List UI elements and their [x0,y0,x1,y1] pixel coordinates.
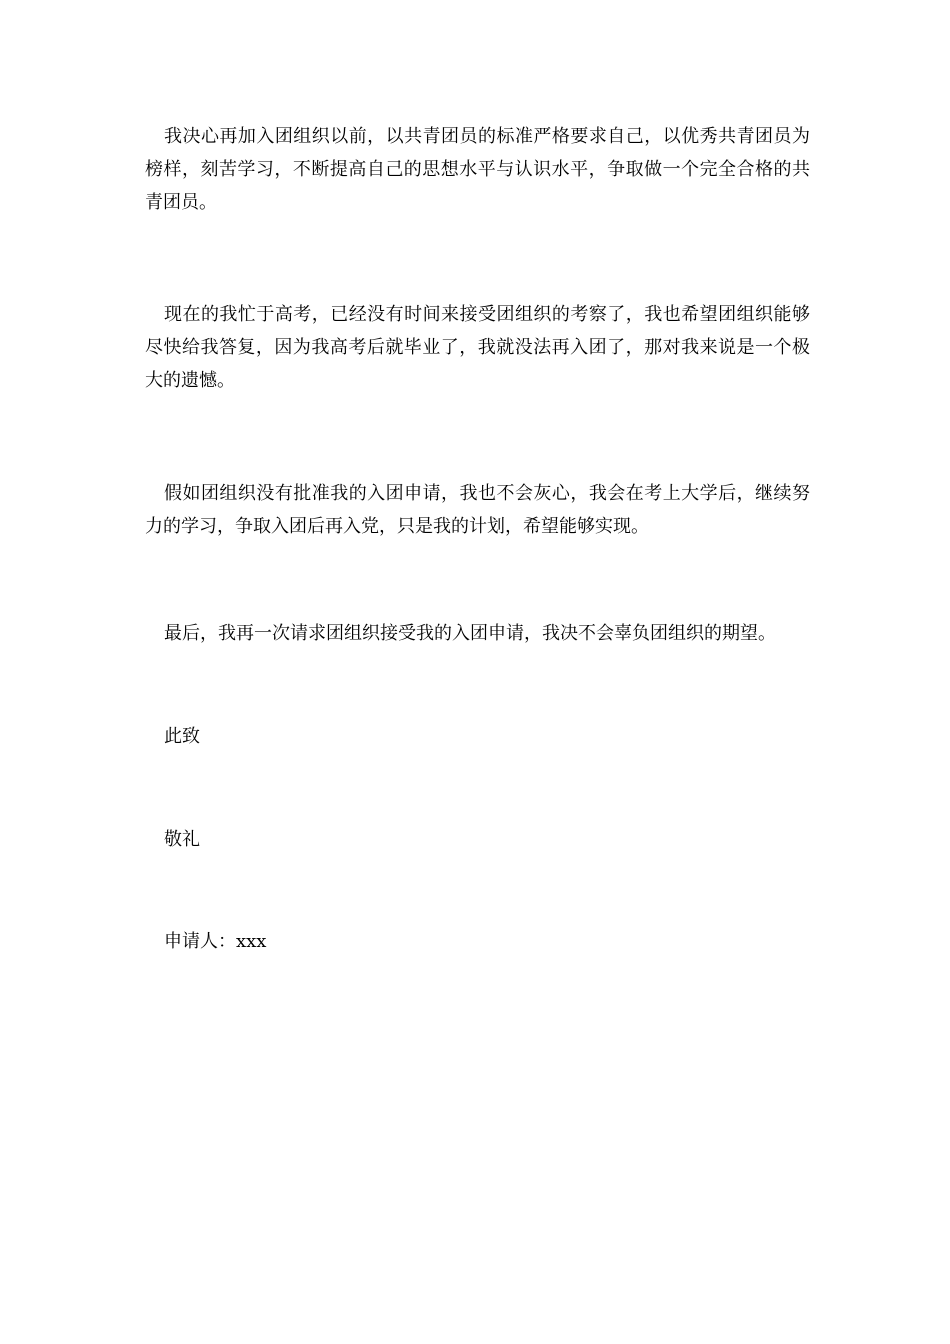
closing-salutation: 此致 [164,726,200,747]
paragraph-final-request: 最后，我再一次请求团组织接受我的入团申请，我决不会辜负团组织的期望。 [164,623,776,644]
paragraph-exam-request: 现在的我忙于高考，已经没有时间来接受团组织的考察了，我也希望团组织能够尽快给我答复，因为我高考后就毕业了，我就没法再入团了，那对我来说是一个极大的遗憾。 [145,304,810,391]
paragraph-if-rejected: 假如团组织没有批准我的入团申请，我也不会灰心，我会在考上大学后，继续努力的学习，争取入团后再入党，只是我的计划，希望能够实现。 [145,483,810,537]
applicant-signature: 申请人：xxx [164,931,267,952]
paragraph-resolve: 我决心再加入团组织以前，以共青团员的标准严格要求自己，以优秀共青团员为榜样，刻苦学习，不断提高自己的思想水平与认识水平，争取做一个完全合格的共青团员。 [145,126,810,213]
closing-regards: 敬礼 [164,829,200,850]
